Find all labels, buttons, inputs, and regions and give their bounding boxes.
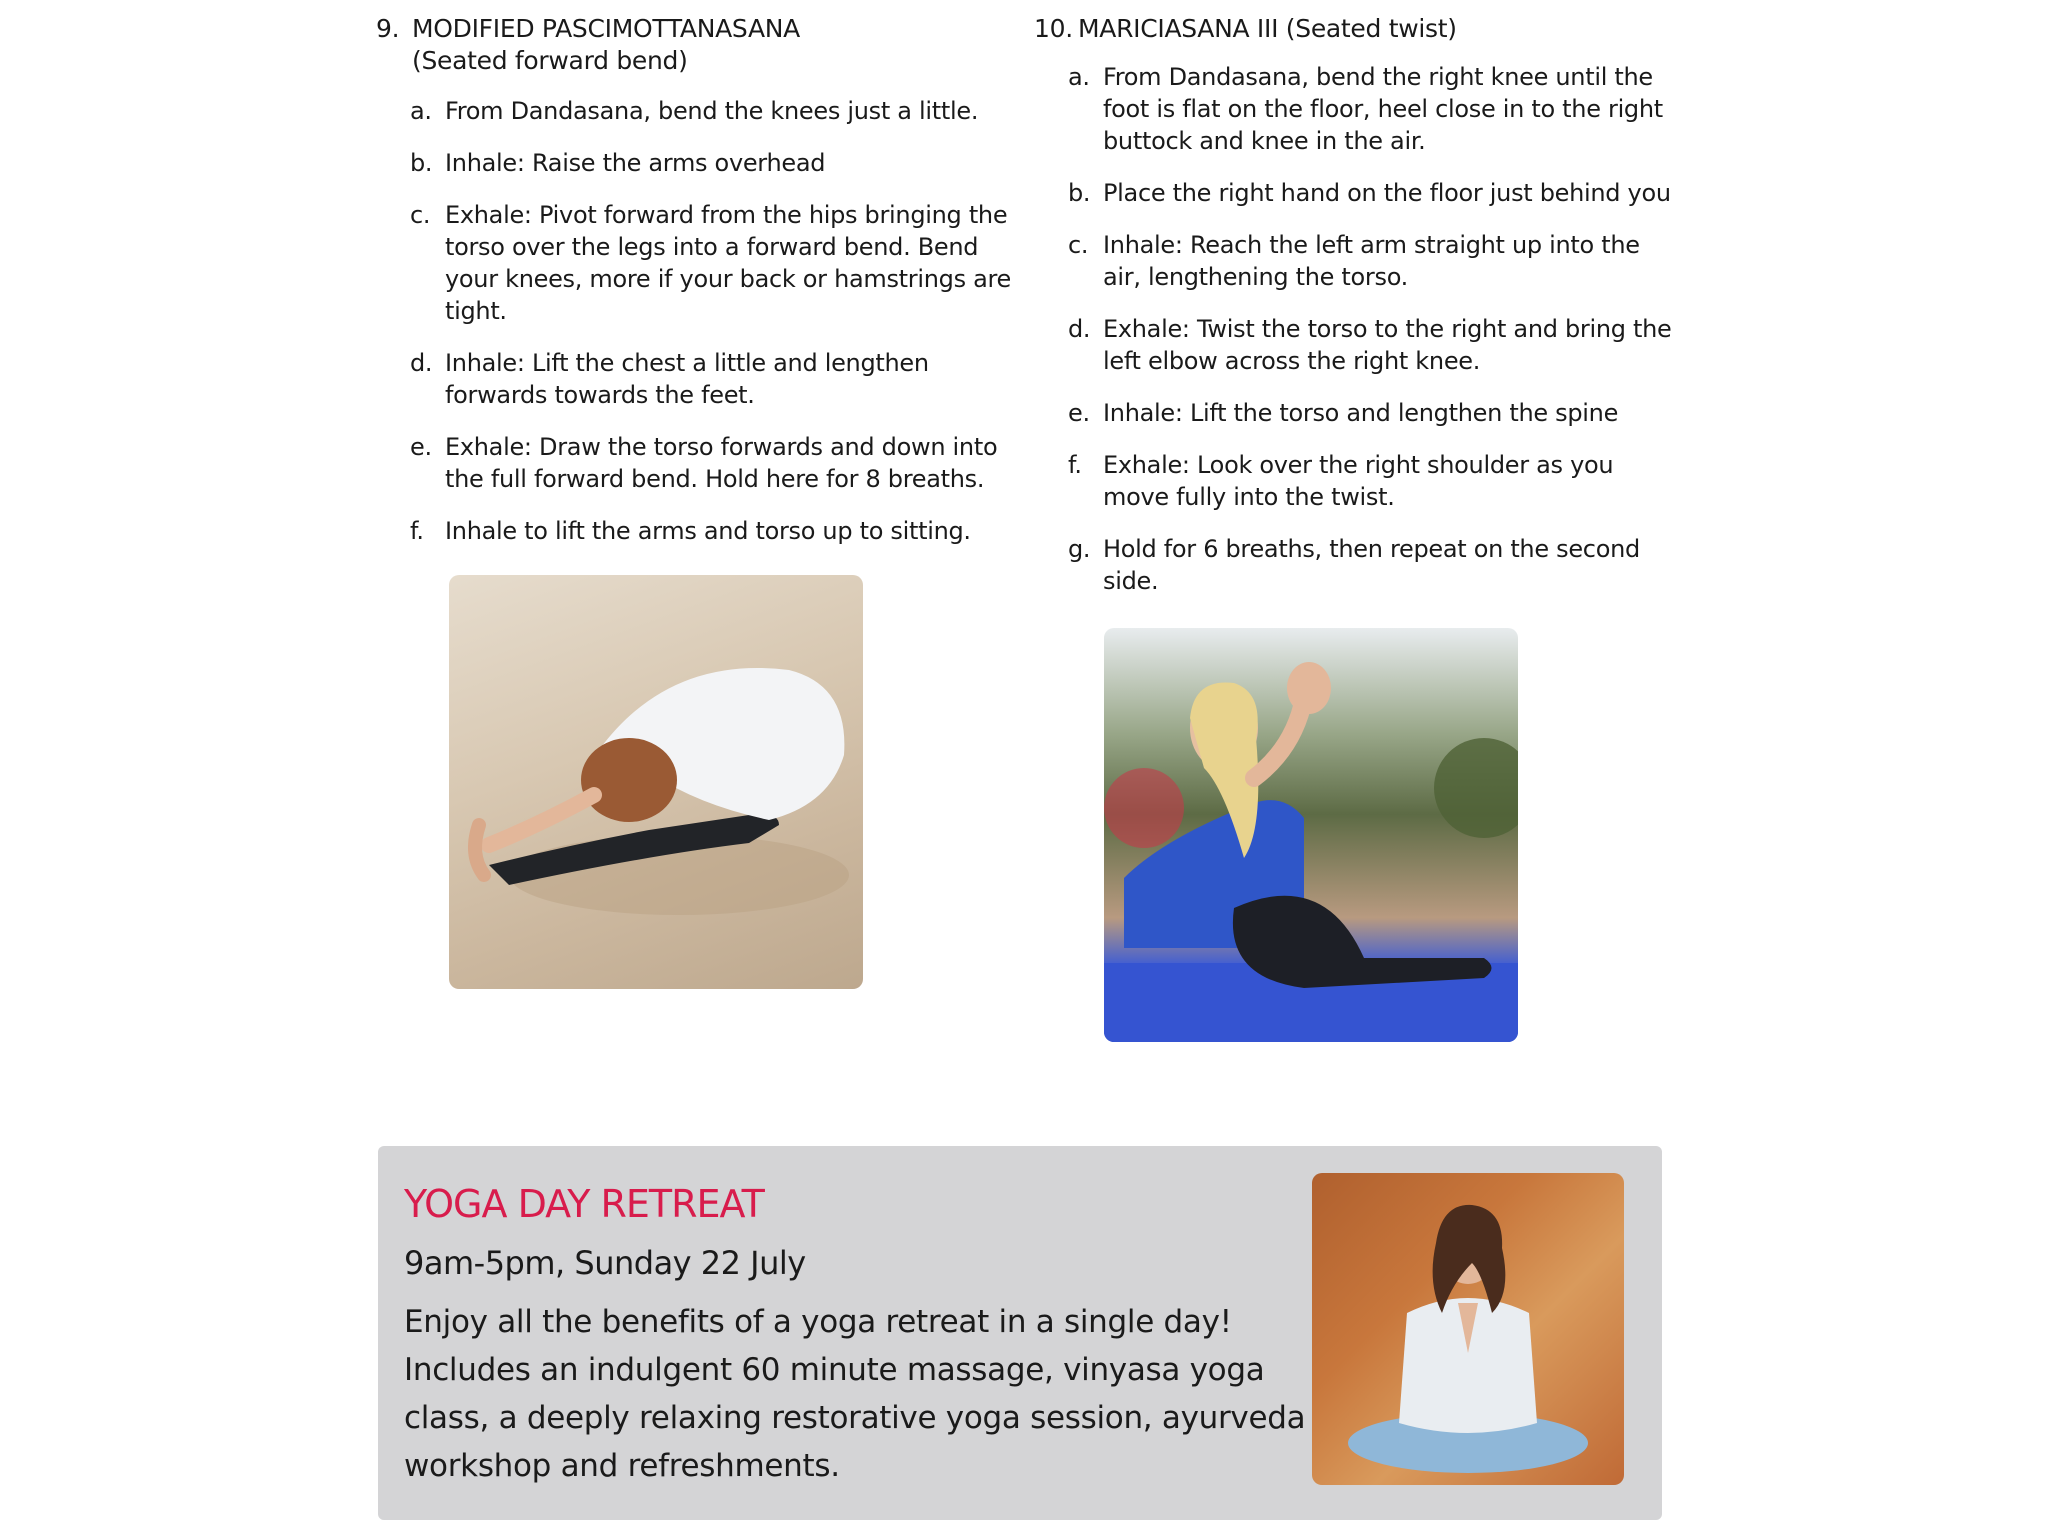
pose-9-title: MODIFIED PASCIMOTTANASANA xyxy=(412,14,800,43)
pose-10-step xyxy=(1068,177,1674,209)
pose-10-step xyxy=(1068,61,1674,157)
step-letter: f. xyxy=(1068,451,1082,479)
step-text: Inhale: Raise the arms overhead xyxy=(445,149,826,177)
pose-9-subtitle: (Seated forward bend) xyxy=(412,46,688,75)
pose-10-step xyxy=(1068,449,1674,513)
step-text: Inhale: Reach the left arm straight up into the air, lengthening the torso. xyxy=(1103,231,1640,291)
forward-bend-photo xyxy=(449,575,863,989)
pose-10-step xyxy=(1068,397,1674,429)
step-letter: d. xyxy=(1068,315,1091,343)
pose-9-step xyxy=(410,199,1016,327)
pose-10-title: MARICIASANA III (Seated twist) xyxy=(1078,14,1457,43)
step-letter: a. xyxy=(410,97,432,125)
pose-9-heading xyxy=(376,13,1016,77)
forward-bend-illustration xyxy=(449,575,863,989)
step-text: From Dandasana, bend the right knee until the foot is flat on the floor, heel close in to the right buttock and knee in the air. xyxy=(1103,63,1663,155)
step-text: Inhale: Lift the chest a little and lengthen forwards towards the feet. xyxy=(445,349,929,409)
pose-9-step xyxy=(410,347,1016,411)
retreat-date-time: 9am-5pm, Sunday 22 July xyxy=(404,1244,806,1282)
pose-10-step xyxy=(1068,313,1674,377)
step-text: Place the right hand on the floor just behind you xyxy=(1103,179,1671,207)
step-text: Exhale: Pivot forward from the hips bringing the torso over the legs into a forward bend. Bend your knees, more if your back or hamstrings are tight. xyxy=(445,201,1012,325)
step-text: Exhale: Look over the right shoulder as you move fully into the twist. xyxy=(1103,451,1614,511)
step-letter: f. xyxy=(410,517,424,545)
pose-10-step xyxy=(1068,229,1674,293)
step-letter: b. xyxy=(1068,179,1091,207)
meditation-illustration xyxy=(1312,1173,1624,1485)
pose-9-step xyxy=(410,515,1016,547)
step-text: Exhale: Twist the torso to the right and bring the left elbow across the right knee. xyxy=(1103,315,1672,375)
pose-9-steps xyxy=(410,95,1016,547)
seated-twist-illustration xyxy=(1104,628,1518,1042)
step-text: Exhale: Draw the torso forwards and down into the full forward bend. Hold here for 8 breaths. xyxy=(445,433,998,493)
pose-10-number: 10. xyxy=(1034,14,1073,43)
pose-10-steps xyxy=(1068,61,1674,597)
pose-9-step xyxy=(410,95,1016,127)
step-letter: a. xyxy=(1068,63,1090,91)
step-letter: b. xyxy=(410,149,433,177)
retreat-description: Enjoy all the benefits of a yoga retreat in a single day! Includes an indulgent 60 minute massage, vinyasa yoga class, a deeply relaxing restorative yoga session, ayurveda workshop and refreshments. xyxy=(404,1304,1306,1484)
pose-9-section xyxy=(376,0,1016,567)
pose-10-section xyxy=(1034,0,1674,617)
pose-10-step xyxy=(1068,533,1674,597)
step-letter: e. xyxy=(410,433,432,461)
step-letter: d. xyxy=(410,349,433,377)
step-letter: c. xyxy=(1068,231,1089,259)
step-letter: e. xyxy=(1068,399,1090,427)
step-text: Inhale to lift the arms and torso up to sitting. xyxy=(445,517,971,545)
pose-10-heading xyxy=(1034,13,1674,45)
meditation-photo xyxy=(1312,1173,1624,1485)
step-text: Hold for 6 breaths, then repeat on the second side. xyxy=(1103,535,1640,595)
seated-twist-photo xyxy=(1104,628,1518,1042)
step-letter: c. xyxy=(410,201,431,229)
step-text: From Dandasana, bend the knees just a little. xyxy=(445,97,979,125)
step-letter: g. xyxy=(1068,535,1091,563)
pose-9-step xyxy=(410,147,1016,179)
retreat-title: YOGA DAY RETREAT xyxy=(404,1182,764,1226)
step-text: Inhale: Lift the torso and lengthen the spine xyxy=(1103,399,1619,427)
pose-9-number: 9. xyxy=(376,14,400,43)
pose-9-step xyxy=(410,431,1016,495)
